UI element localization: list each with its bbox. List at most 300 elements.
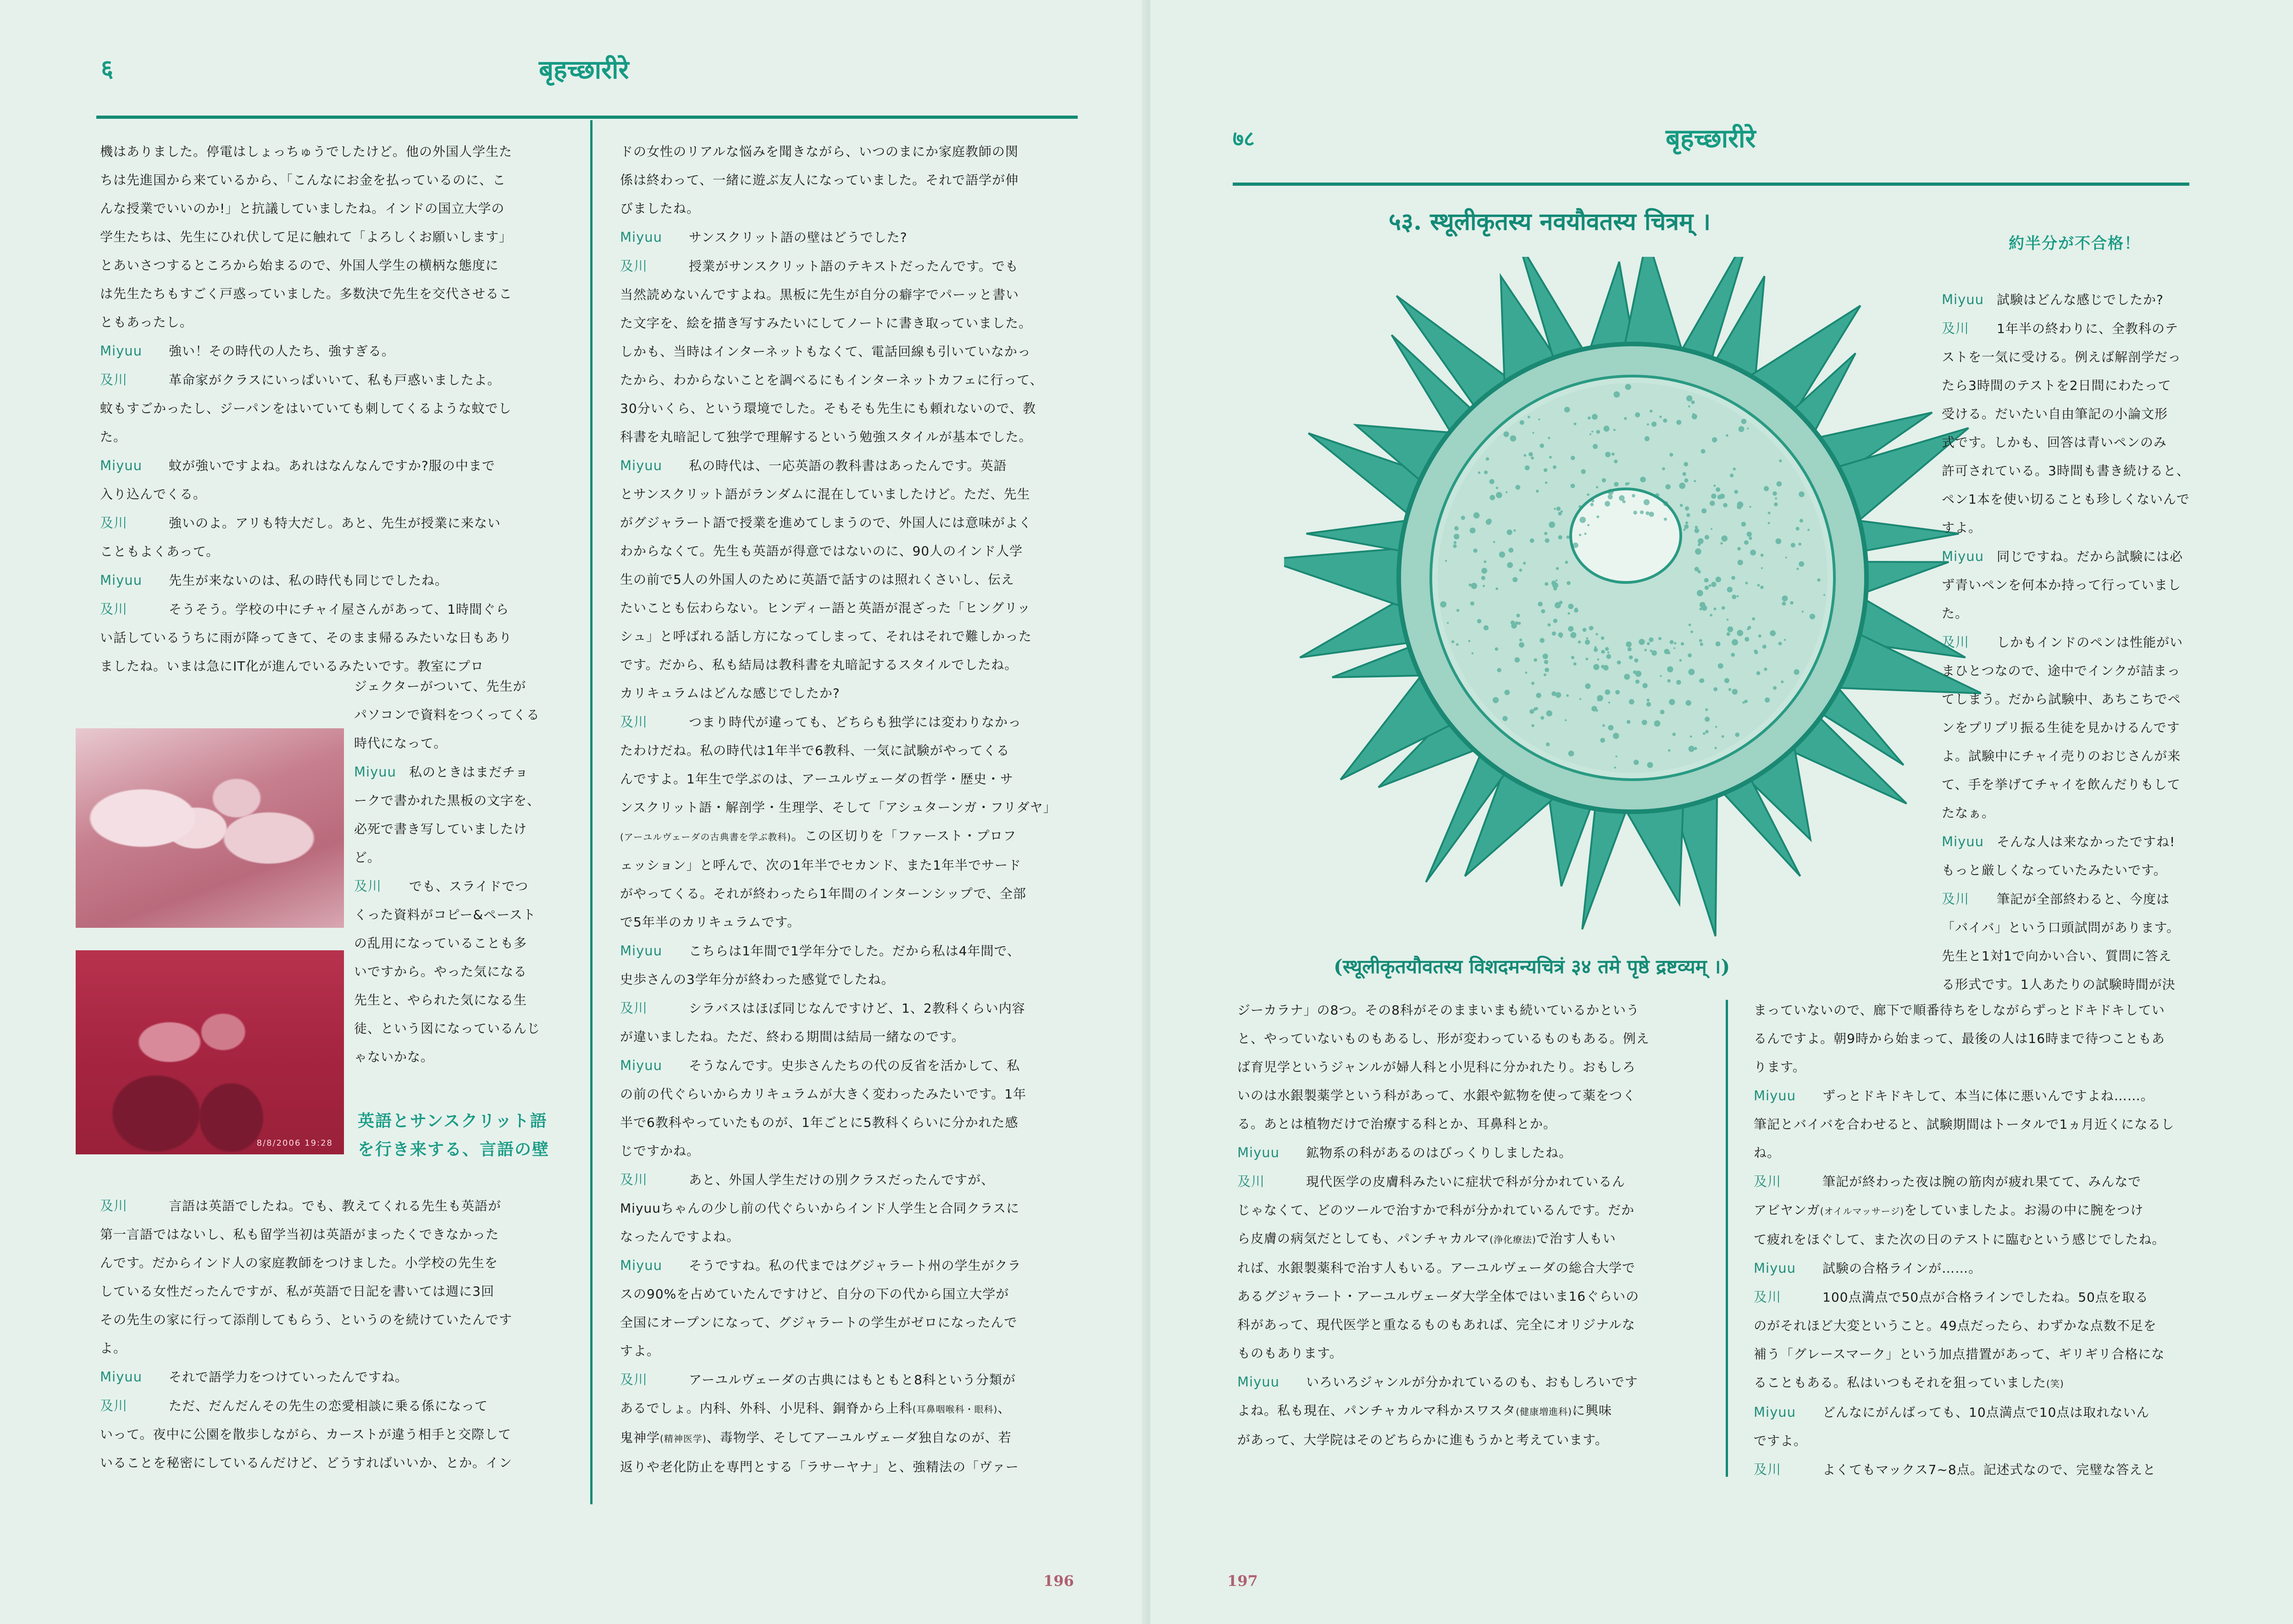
speckle — [1782, 595, 1788, 601]
speckle — [1614, 460, 1617, 463]
speckle — [1713, 485, 1716, 487]
text-line — [1754, 1025, 2263, 1053]
speckle — [1560, 510, 1562, 513]
line-text: て、手を挙げてチャイを飲んだりもして — [1942, 777, 2181, 792]
speckle — [1799, 491, 1805, 497]
ray — [1284, 548, 1405, 608]
speckle — [1508, 548, 1513, 553]
text-line — [1754, 1369, 2263, 1398]
speckle — [1591, 431, 1593, 432]
speckle — [1686, 395, 1692, 401]
speckle — [1711, 493, 1716, 499]
speckle — [1734, 490, 1738, 494]
speckle — [1718, 663, 1723, 669]
ray — [1861, 562, 1949, 594]
line-text: です。だから、私も結局は教科書を丸暗記するスタイルでしたね。 — [620, 657, 1018, 672]
line-text: 第一言語ではないし、私も留学当初は英語がまったくできなかった — [100, 1227, 499, 1242]
speckle — [1756, 671, 1761, 675]
speckle — [1747, 427, 1749, 429]
speckle — [1483, 585, 1485, 587]
speckle — [1473, 512, 1480, 519]
line-text: しかもインドのペンは性能がい — [1997, 635, 2183, 650]
speckle — [1747, 628, 1749, 630]
speckle — [1585, 658, 1588, 660]
speckle — [1515, 485, 1520, 490]
speckle — [1698, 538, 1704, 544]
line-text: 筆記とバイバを合わせると、試験期間はトータルで1ヵ月近くになるし — [1754, 1117, 2175, 1132]
speaker-label: 及川 — [1754, 1174, 1782, 1189]
speckle — [1773, 686, 1777, 690]
speckle — [1711, 582, 1716, 587]
line-text: 時代になって。 — [354, 736, 447, 751]
line-text: サンスクリット語の壁はどうでした? — [689, 230, 908, 245]
speckle — [1715, 726, 1717, 728]
speckle — [1694, 480, 1696, 482]
speckle — [1605, 452, 1611, 457]
text-line — [100, 480, 572, 509]
speckle — [1471, 652, 1473, 654]
speckle — [1519, 642, 1524, 648]
speckle — [1640, 477, 1646, 482]
speckle — [1765, 698, 1770, 703]
speckle — [1525, 466, 1530, 471]
header-rule — [1233, 183, 2189, 186]
text-line — [620, 1453, 1079, 1481]
line-text: 1年半の終わりに、全教科のテ — [1997, 321, 2178, 336]
speckle — [1757, 584, 1760, 587]
speckle — [1511, 621, 1515, 625]
speckle — [1683, 472, 1686, 476]
text-line — [620, 1080, 1079, 1109]
speckle — [1695, 528, 1700, 533]
speckle — [1461, 515, 1465, 520]
speckle — [1716, 488, 1720, 492]
line-text: 強い！その時代の人たち、強すぎる。 — [169, 344, 395, 359]
speckle — [1551, 581, 1556, 586]
speckle — [1538, 419, 1540, 421]
line-text: 先生と1対1で向かい合い、質問に答え — [1942, 948, 2172, 964]
speckle — [1614, 766, 1616, 769]
speckle — [1454, 534, 1459, 539]
speckle — [1613, 429, 1616, 431]
speckle — [1590, 433, 1591, 435]
speckle — [1651, 650, 1657, 656]
line-text: あるでしょ。内科、外科、小児科、銅脊から上科 — [620, 1401, 913, 1416]
speckle — [1673, 732, 1676, 736]
speckle — [1695, 526, 1698, 528]
line-text: くった資料がコピー&ペースト — [354, 907, 536, 922]
speckle — [1617, 660, 1621, 665]
motorcycle-photo — [76, 950, 344, 1154]
text-line — [1942, 714, 2263, 742]
speckle — [1531, 456, 1534, 460]
speckle — [1711, 528, 1712, 530]
line-text: が違いましたね。ただ、終わる期間は結局一緒なのです。 — [620, 1029, 965, 1044]
speckle — [1507, 562, 1513, 568]
text-line — [1237, 1196, 1723, 1225]
speckle — [1642, 720, 1647, 725]
line-text: 半で6教科やっていたものが、1年ごとに5教科くらいに分かれた感 — [620, 1115, 1019, 1130]
speckle — [1596, 486, 1598, 488]
text-line — [1237, 1167, 1723, 1196]
line-text: たわけだね。私の時代は1年半で6教科、一気に試験がやってくる — [620, 743, 1010, 758]
line-text: ゃないかな。 — [354, 1049, 434, 1064]
speckle — [1635, 680, 1639, 684]
speckle — [1490, 495, 1495, 500]
line-text: している女性だったんですが、私が英語で日記を書いては週に3回 — [100, 1284, 494, 1299]
line-text: 同じですね。だから試験には必 — [1997, 549, 2183, 564]
speckle — [1692, 413, 1695, 416]
speckle — [1654, 721, 1661, 727]
text-line — [620, 937, 1079, 965]
line-text: 言語は英語でしたね。でも、教えてくれる先生も英語が — [169, 1198, 502, 1214]
section-heading: 英語とサンスクリット語 を行き来する、言語の壁 — [358, 1112, 550, 1159]
line-text: いろいろジャンルが分かれているのも、おもしろいです — [1306, 1375, 1638, 1390]
line-text: 強いのよ。アリも特大だし。あと、先生が授業に来ない — [169, 515, 501, 531]
speaker-label: Miyuu — [1942, 549, 1984, 564]
speckle — [1607, 489, 1613, 495]
text-line — [100, 337, 572, 366]
speckle — [1649, 512, 1654, 517]
speckle — [1727, 626, 1733, 632]
line-text: で5年半のカリキュラムです。 — [620, 915, 801, 930]
speckle — [1514, 657, 1520, 663]
text-line — [620, 1165, 1079, 1194]
speaker-label: 及川 — [620, 1372, 648, 1387]
speckle — [1544, 673, 1546, 676]
text-line — [354, 1043, 574, 1071]
line-text: ただ、だんだんその先生の恋愛相談に乗る係になって — [169, 1398, 488, 1413]
speckle — [1796, 568, 1799, 570]
line-text: じですかね。 — [620, 1143, 700, 1158]
line-text: 先生が来ないのは、私の時代も同じでしたね。 — [169, 573, 449, 588]
speckle — [1732, 639, 1738, 645]
text-line — [1237, 1397, 1723, 1426]
speckle — [1713, 687, 1717, 691]
speckle — [1723, 503, 1728, 508]
speckle — [1513, 529, 1516, 532]
speckle — [1613, 733, 1619, 739]
text-line — [1942, 770, 2263, 799]
speckle — [1629, 699, 1634, 704]
text-line — [620, 908, 1079, 937]
speckle — [1698, 570, 1701, 573]
speckle — [1744, 700, 1748, 704]
speckle — [1496, 492, 1502, 499]
speckle — [1544, 532, 1547, 535]
speaker-label: Miyuu — [1754, 1088, 1796, 1103]
line-text-continued: 、 — [997, 1401, 1011, 1416]
speckle — [1774, 502, 1778, 506]
speckle — [1739, 426, 1745, 432]
speckle — [1665, 484, 1670, 489]
speckle — [1745, 582, 1748, 584]
text-line — [100, 1220, 572, 1249]
speckle — [1794, 669, 1799, 675]
text-line — [354, 787, 574, 815]
page-number: ६ — [101, 55, 114, 83]
text-line — [620, 1365, 1079, 1394]
text-line — [100, 251, 572, 280]
speckle — [1567, 581, 1571, 585]
speckle — [1699, 639, 1702, 642]
speckle — [1640, 510, 1644, 514]
speckle — [1667, 666, 1673, 672]
speckle — [1481, 576, 1485, 580]
speckle — [1605, 689, 1610, 695]
speckle — [1456, 643, 1459, 646]
speckle — [1800, 519, 1803, 522]
speckle — [1523, 562, 1526, 565]
line-text: る。あとは植物だけで治療する科とか、耳鼻科とか。 — [1237, 1116, 1557, 1131]
speckle — [1579, 698, 1581, 700]
text-line — [354, 958, 574, 986]
speckle — [1745, 637, 1749, 642]
speaker-label: 及川 — [620, 714, 648, 730]
speckle — [1568, 626, 1573, 632]
speckle — [1502, 716, 1507, 721]
speckle — [1750, 506, 1751, 508]
text-line — [620, 537, 1079, 565]
illustration-figure — [1284, 257, 1981, 954]
text-line — [620, 822, 1079, 851]
text-line — [1754, 1427, 2263, 1455]
speckle — [1690, 736, 1692, 738]
speaker-label: 及川 — [100, 601, 128, 617]
speckle — [1639, 639, 1645, 645]
text-line — [620, 1394, 1079, 1424]
line-text: いのは水銀製薬学という科があって、水銀や鉱物を使って薬をつく — [1237, 1088, 1636, 1103]
text-line — [1237, 1426, 1723, 1454]
speckle — [1484, 625, 1489, 630]
speckle — [1629, 655, 1633, 660]
speckle — [1540, 638, 1545, 643]
text-line — [1942, 542, 2263, 571]
text-line — [100, 1449, 572, 1477]
speckle — [1688, 654, 1692, 658]
speckle — [1689, 624, 1691, 626]
text-line — [620, 851, 1079, 880]
line-text: そうそう。学校の中にチャイ屋さんがあって、1時間ぐら — [169, 602, 510, 617]
text-line — [100, 308, 572, 337]
line-text: 現代医学の皮膚科みたいに症状で科が分かれているん — [1306, 1174, 1626, 1189]
text-line — [1942, 285, 2263, 314]
speckle — [1684, 478, 1689, 482]
line-text: カリキュラムはどんな感じでしたか? — [620, 686, 840, 701]
text-line — [620, 223, 1079, 252]
line-text: びましたね。 — [620, 201, 700, 216]
line-text: 筆記が終わった夜は腕の筋肉が疲れ果てて、みんなで — [1822, 1174, 2142, 1189]
speckle — [1705, 708, 1708, 711]
speckle — [1726, 434, 1728, 437]
speckle — [1612, 453, 1615, 456]
speckle — [1715, 747, 1717, 749]
speckle — [1553, 619, 1558, 623]
line-text: しかも、当時はインターネットもなくて、電話回線も引いていなかっ — [620, 344, 1031, 359]
speckle — [1581, 469, 1585, 474]
speckle — [1575, 608, 1578, 611]
text-line — [1237, 1254, 1723, 1282]
line-text: そうですね。私の代まではグジャラート州の学生がクラ — [689, 1258, 1021, 1273]
speaker-label: Miyuu — [1942, 834, 1984, 849]
speckle — [1471, 583, 1477, 589]
speckle — [1647, 698, 1650, 701]
speckle — [1730, 474, 1734, 477]
text-line — [354, 758, 574, 787]
speaker-label: Miyuu — [1237, 1145, 1279, 1160]
text-line — [1754, 1139, 2263, 1167]
speckle — [1447, 622, 1449, 624]
line-text-continued: をしていましたよ。お湯の中に腕をつけ — [1904, 1203, 2144, 1218]
speckle — [1784, 639, 1786, 641]
text-line — [354, 729, 574, 758]
speckle — [1545, 538, 1550, 543]
left-column-bottom — [100, 1192, 572, 1477]
speaker-label: 及川 — [100, 515, 128, 531]
speckle — [1556, 579, 1557, 581]
line-text: じゃなくて、どのツールで治すかで科が分かれているんです。だか — [1237, 1203, 1635, 1218]
text-line — [620, 793, 1079, 822]
text-line — [354, 929, 574, 958]
text-line — [1942, 599, 2263, 628]
speckle — [1741, 522, 1746, 527]
line-text: たなぁ。 — [1942, 805, 1995, 820]
speckle — [1704, 578, 1709, 582]
line-text: シュ」と呼ばれる話し方になってしまって、それはそれで難しかった — [620, 629, 1032, 644]
line-text: いることを秘密にしているんだけど、どうすればいいか、とか。イン — [100, 1455, 513, 1470]
text-line — [1237, 1081, 1723, 1110]
text-line — [100, 1249, 572, 1277]
text-line — [620, 509, 1079, 537]
line-text: 試験の合格ラインが……。 — [1822, 1261, 1982, 1276]
text-line — [1237, 996, 1723, 1025]
text-line — [620, 423, 1079, 451]
text-line — [100, 194, 572, 223]
text-line — [100, 624, 572, 652]
speckle — [1807, 529, 1810, 531]
speckle — [1600, 738, 1605, 743]
speckle — [1484, 560, 1486, 563]
text-line — [620, 880, 1079, 908]
speckle — [1543, 654, 1548, 659]
text-line — [100, 1277, 572, 1306]
line-text: の乱用になっていることも多 — [354, 936, 527, 951]
text-line — [620, 451, 1079, 480]
speckle — [1470, 527, 1476, 533]
speckle — [1714, 608, 1717, 610]
speaker-label: Miyuu — [100, 343, 142, 359]
line-text: ンスクリット語・解剖学・生理学、そして「アシュターンガ・フリダヤ」 — [620, 800, 1057, 815]
speckle — [1552, 632, 1556, 636]
speckle — [1568, 751, 1574, 757]
line-text: た。 — [1942, 606, 1969, 621]
speckle — [1565, 719, 1567, 721]
text-line — [1942, 970, 2263, 999]
speckle — [1547, 623, 1551, 626]
line-text: ど。 — [354, 850, 381, 865]
line-text: ちは先進国から来ているから、「こんなにお金を払っているのに、こ — [100, 172, 506, 188]
line-text: たいことも伝わらない。ヒンディー語と英語が混ざった「ヒングリッ — [620, 600, 1031, 615]
speckle — [1770, 630, 1776, 636]
text-line — [1942, 657, 2263, 685]
speckle — [1583, 628, 1587, 632]
text-line — [1754, 1340, 2263, 1369]
text-line — [100, 1420, 572, 1449]
speckle — [1585, 640, 1590, 645]
speckle — [1523, 454, 1526, 457]
text-line — [1754, 1196, 2263, 1225]
speckle — [1454, 541, 1457, 544]
text-line — [1942, 685, 2263, 714]
line-text: つまり時代が違っても、どちらも独学には変わりなかっ — [689, 715, 1022, 730]
text-line — [354, 872, 574, 901]
text-line — [100, 1334, 572, 1363]
line-text: なったんですよね。 — [620, 1229, 740, 1244]
speckle — [1670, 640, 1674, 644]
speckle — [1546, 743, 1550, 746]
speckle — [1613, 391, 1620, 398]
speckle — [1493, 697, 1499, 703]
speckle — [1597, 659, 1600, 661]
speaker-label: Miyuu — [1754, 1260, 1796, 1276]
speckle — [1601, 665, 1605, 669]
speckle — [1481, 568, 1487, 574]
text-line — [1942, 343, 2263, 371]
speckle — [1507, 530, 1512, 535]
line-text: アビヤンガ — [1754, 1203, 1820, 1218]
speckle — [1635, 412, 1640, 417]
speaker-label: 及川 — [1942, 634, 1970, 650]
speckle — [1586, 637, 1588, 639]
annotation-text: (浄化療法) — [1490, 1234, 1536, 1245]
right-side-column — [1942, 285, 2263, 999]
text-line — [100, 538, 572, 566]
text-line — [1942, 628, 2263, 657]
speckle — [1545, 482, 1547, 484]
line-text: どんなにがんばっても、10点満点で10点は取れないん — [1822, 1405, 2150, 1420]
speckle — [1779, 460, 1782, 462]
speckle — [1738, 560, 1743, 565]
speaker-label: Miyuu — [100, 458, 142, 473]
speckle — [1664, 518, 1667, 521]
speckle — [1645, 436, 1650, 441]
speckle — [1457, 609, 1459, 612]
speckle — [1602, 478, 1606, 482]
speckle — [1749, 537, 1752, 540]
text-line — [100, 366, 572, 394]
speckle — [1579, 505, 1582, 508]
speaker-label: 及川 — [1942, 891, 1970, 907]
speckle — [1799, 543, 1801, 545]
speckle — [1633, 510, 1637, 515]
left-column-side — [354, 672, 574, 1071]
text-line — [1237, 1282, 1723, 1311]
line-text: 科書を丸暗記して独学で理解するという勉強スタイルが基本でした。 — [620, 429, 1032, 444]
speckle — [1646, 702, 1651, 706]
speckle — [1534, 658, 1537, 662]
speckle — [1722, 606, 1725, 610]
text-line — [354, 672, 574, 701]
line-text: よ。 — [100, 1341, 127, 1356]
left-column-top — [100, 138, 572, 681]
speckle — [1519, 569, 1522, 572]
ray — [1624, 257, 1683, 354]
text-line — [620, 1223, 1079, 1251]
line-text: の前の代ぐらいからカリキュラムが大きく変わったみたいです。1年 — [620, 1086, 1027, 1102]
column-divider — [1726, 1000, 1728, 1477]
line-text: とあいさつするところから始まるので、外国人学生の横柄な態度に — [100, 258, 499, 273]
line-text: んです。だからインド人の家庭教師をつけました。小学校の先生を — [100, 1255, 498, 1270]
